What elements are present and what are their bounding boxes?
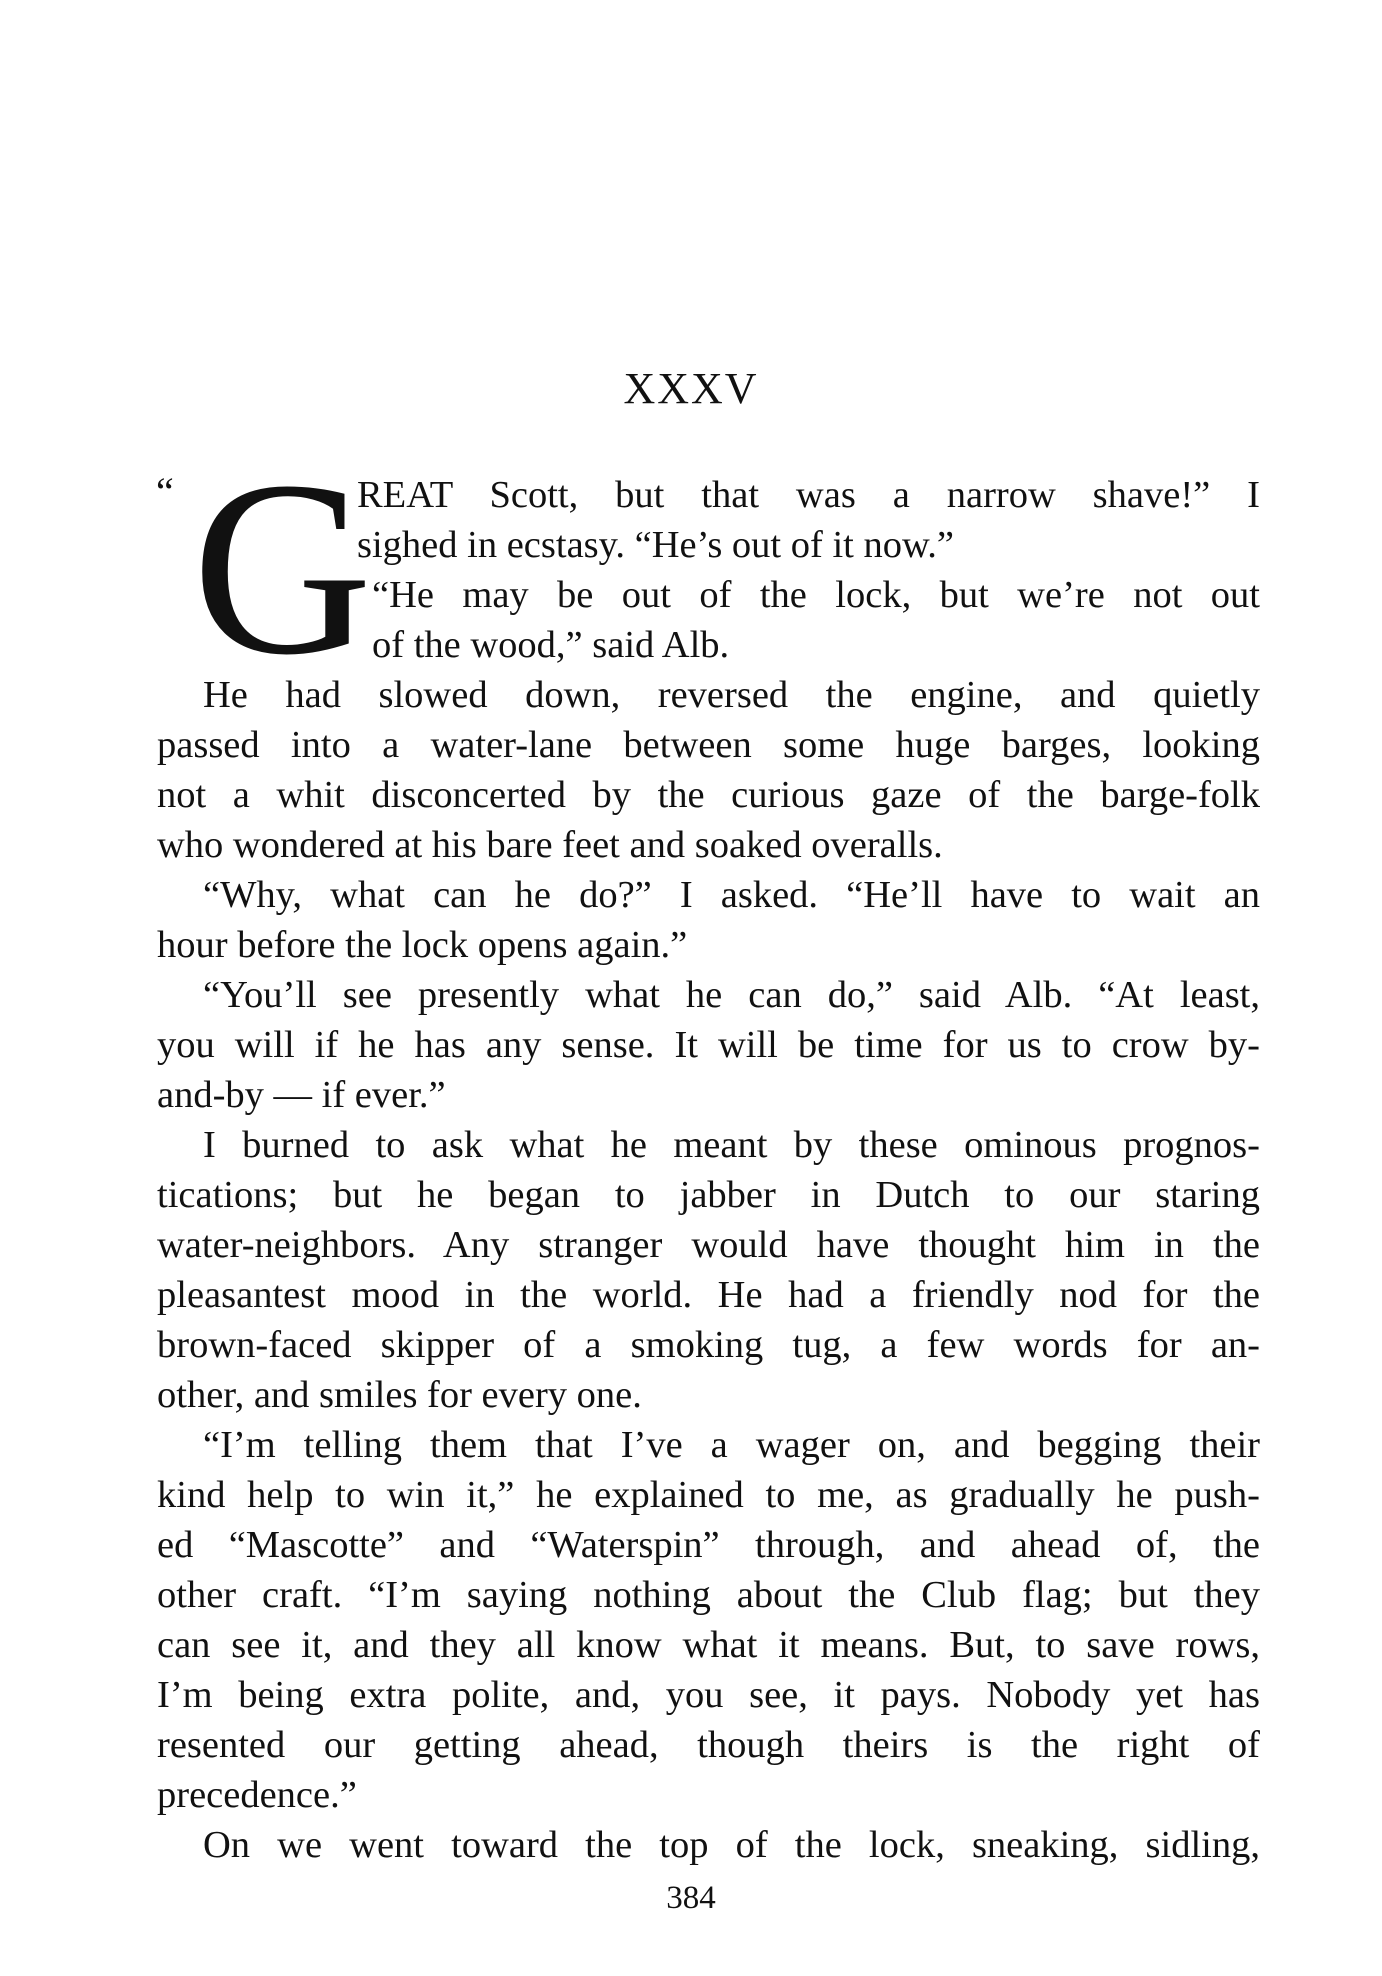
drop-cap-letter: G xyxy=(192,430,373,707)
text-line: He had slowed down, reversed the engine, and quietly xyxy=(203,674,1260,716)
text-line: water-neighbors. Any stranger would have thought him in the xyxy=(157,1224,1260,1266)
text-line: I’m being extra polite, and, you see, it pays. Nobody yet has xyxy=(157,1674,1260,1716)
text-line: “I’m telling them that I’ve a wager on, and begging their xyxy=(203,1424,1260,1466)
opening-quote-mark: “ xyxy=(156,469,174,514)
text-line: brown-faced skipper of a smoking tug, a few words for an- xyxy=(157,1324,1260,1366)
drop-cap-block xyxy=(152,430,373,707)
text-line: tications; but he began to jabber in Dutch to our staring xyxy=(157,1174,1260,1216)
text-line: you will if he has any sense. It will be time for us to crow by- xyxy=(157,1024,1260,1066)
text-line: and-by — if ever.” xyxy=(157,1074,446,1116)
text-line: ed “Mascotte” and “Waterspin” through, and ahead of, the xyxy=(157,1524,1260,1566)
text-line: who wondered at his bare feet and soaked overalls. xyxy=(157,824,943,866)
text-line: other craft. “I’m saying nothing about the Club flag; but they xyxy=(157,1574,1260,1616)
text-line: kind help to win it,” he explained to me, as gradually he push- xyxy=(157,1474,1260,1516)
opening-line: of the wood,” said Alb. xyxy=(372,624,730,666)
text-line: On we went toward the top of the lock, sneaking, sidling, xyxy=(203,1824,1260,1866)
text-line: other, and smiles for every one. xyxy=(157,1374,642,1416)
page-number: 384 xyxy=(666,1880,716,1916)
text-line: not a whit disconcerted by the curious gaze of the barge-folk xyxy=(157,774,1260,816)
text-line: I burned to ask what he meant by these ominous prognos- xyxy=(203,1124,1260,1166)
text-line: “Why, what can he do?” I asked. “He’ll have to wait an xyxy=(203,874,1260,916)
opening-line: sighed in ecstasy. “He’s out of it now.” xyxy=(357,524,954,566)
text-line: passed into a water-lane between some huge barges, looking xyxy=(157,724,1260,766)
text-line: precedence.” xyxy=(157,1774,357,1816)
chapter-heading: XXXV xyxy=(623,364,759,413)
text-line: resented our getting ahead, though theirs is the right of xyxy=(157,1724,1260,1766)
opening-line: “He may be out of the lock, but we’re not out xyxy=(372,574,1260,616)
text-line: hour before the lock opens again.” xyxy=(157,924,688,966)
text-line: “You’ll see presently what he can do,” said Alb. “At least, xyxy=(203,974,1260,1016)
text-line: can see it, and they all know what it means. But, to save rows, xyxy=(157,1624,1260,1666)
text-line: pleasantest mood in the world. He had a friendly nod for the xyxy=(157,1274,1260,1316)
opening-line: REAT Scott, but that was a narrow shave!” I xyxy=(357,474,1260,516)
